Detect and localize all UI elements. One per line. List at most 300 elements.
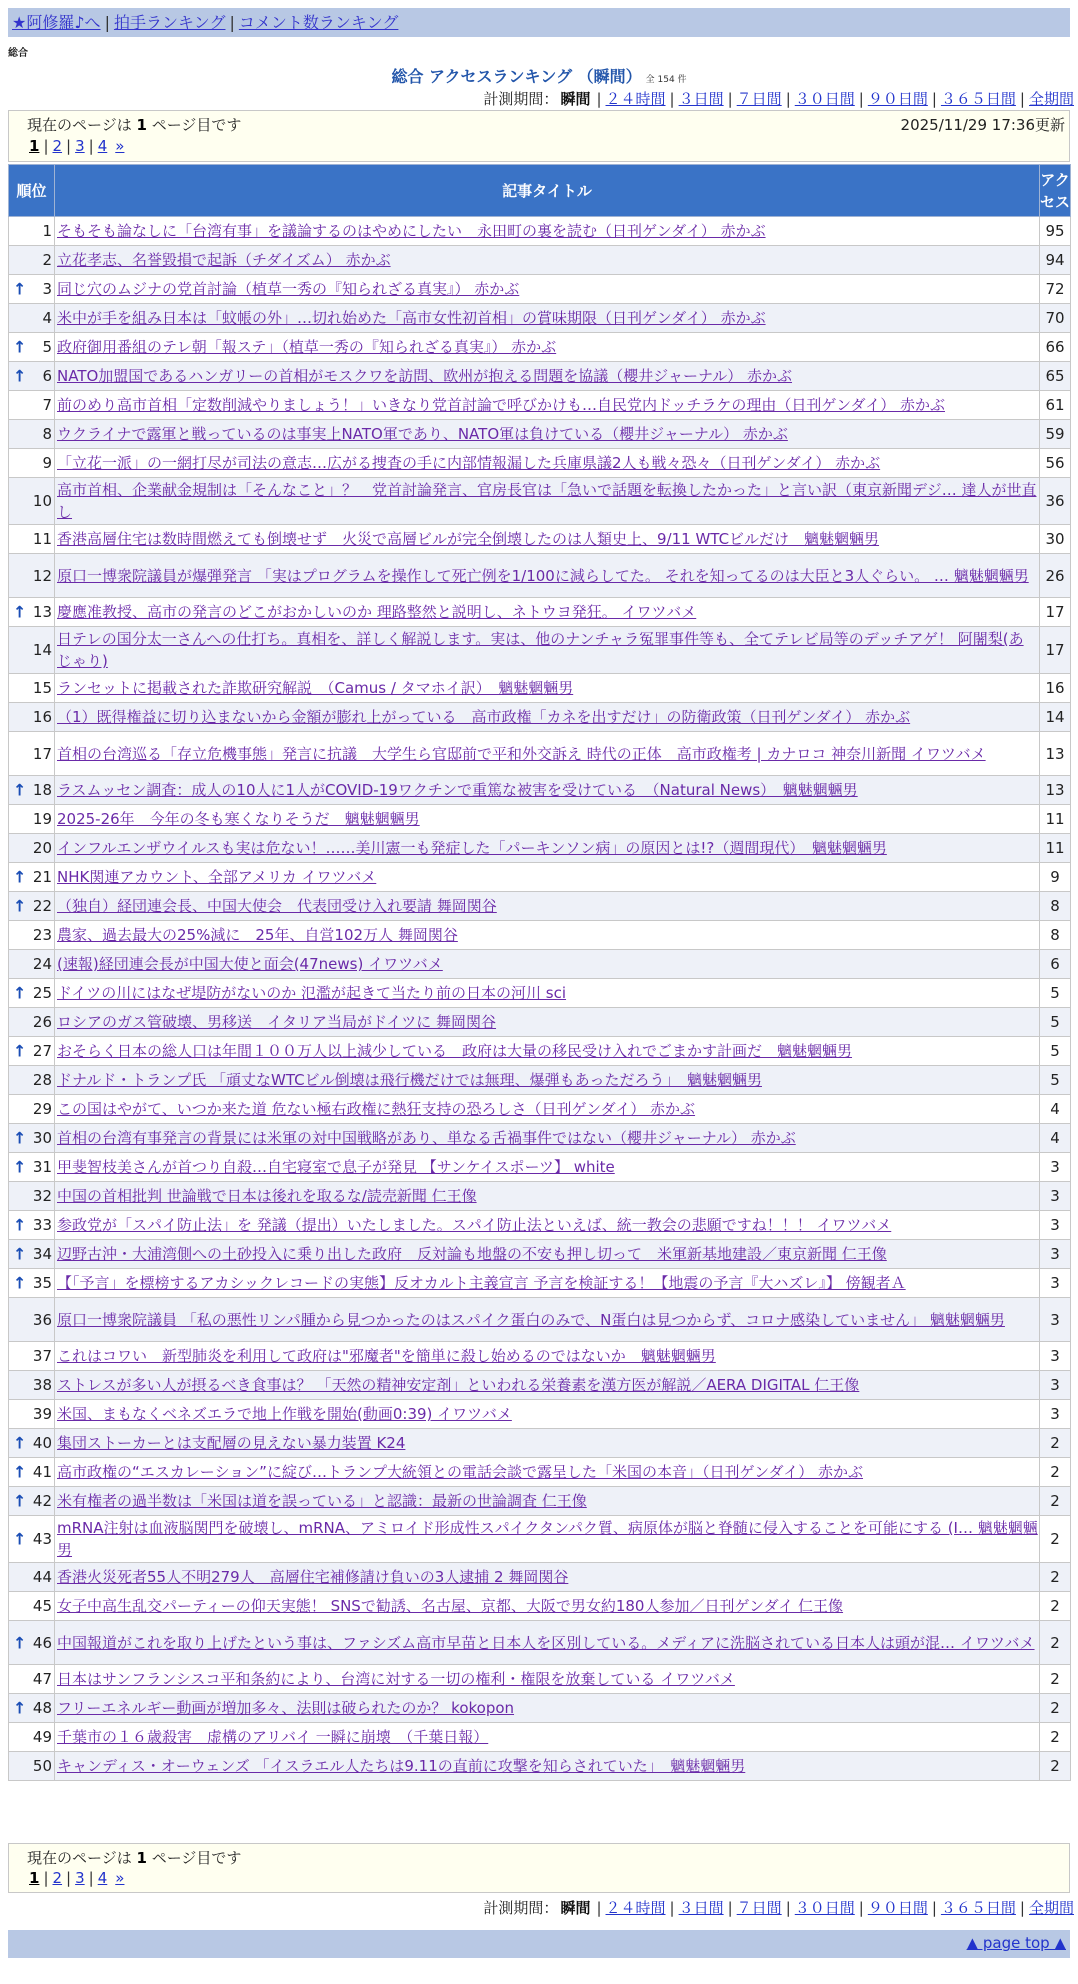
period-separator: |: [785, 90, 791, 108]
rank-number: 36: [32, 1310, 52, 1329]
rank-cell: [9, 1211, 55, 1240]
article-title-link[interactable]: 日テレの国分太一さんへの仕打ち。真相を、詳しく解説します。実は、他のナンチャラ冤罪事件等も、全てテレビ局等のデッチアゲ！ 阿闍梨(あじゃり): [57, 630, 1024, 670]
page-info-box-top: [8, 110, 1070, 162]
rank-cell: [9, 703, 55, 732]
article-title-link[interactable]: 慶應准教授、高市の発言のどこがおかしいのか 理路整然と説明し、ネトウヨ発狂。 イワツバメ: [57, 603, 697, 621]
pager-link-4[interactable]: 4: [97, 1869, 108, 1887]
article-title-link[interactable]: 農家、過去最大の25%減に 25年、自営102万人 舞岡関谷: [57, 926, 458, 944]
title-cell: [55, 950, 1040, 979]
article-title-link[interactable]: そもそも論なしに「台湾有事」を議論するのはやめにしたい 永田町の裏を読む（日刊ゲンダイ） 赤かぶ: [57, 222, 766, 240]
rank-cell: [9, 863, 55, 892]
article-title-link[interactable]: 原口一博衆院議員が爆弾発言 「実はプログラムを操作して死亡例を1/100に減らしてた。 それを知ってるのは大臣と3人ぐらい。 … 魑魅魍魎男: [57, 566, 1029, 585]
rank-number: 6: [42, 367, 52, 385]
article-title-link[interactable]: ドイツの川にはなぜ堤防がないのか 氾濫が起きて当たり前の日本の河川 sci: [57, 984, 567, 1002]
up-arrow-icon: ↑: [13, 1157, 27, 1177]
pager-link-2[interactable]: 2: [52, 1869, 63, 1887]
rank-number: 28: [32, 1071, 52, 1089]
pager-current: 1: [29, 1869, 40, 1887]
table-row: [9, 1008, 1071, 1037]
rank-cell: [9, 1621, 55, 1665]
article-title-link[interactable]: 同じ穴のムジナの党首討論（植草一秀の『知られざる真実』） 赤かぶ: [57, 280, 520, 298]
article-title-link[interactable]: 首相の台湾有事発言の背景には米軍の対中国戦略があり、単なる舌禍事件ではない（櫻井ジャーナル） 赤かぶ: [57, 1129, 796, 1147]
title-cell: [55, 217, 1040, 246]
article-title-link[interactable]: 集団ストーカーとは支配層の見えない暴力装置 K24: [57, 1434, 406, 1452]
rank-cell: [9, 1723, 55, 1752]
table-row: [9, 1516, 1071, 1563]
rank-number: 47: [32, 1670, 52, 1688]
access-count: 11: [1040, 834, 1071, 863]
top-nav-links: [8, 8, 1070, 37]
access-count: 2: [1040, 1563, 1071, 1592]
article-title-link[interactable]: 香港火災死者55人不明279人 高層住宅補修請け負いの3人逮捕 2 舞岡関谷: [57, 1568, 569, 1586]
table-row: [9, 1211, 1071, 1240]
rank-cell: [9, 525, 55, 554]
pager-bottom: [29, 1869, 124, 1887]
up-arrow-icon: ↑: [13, 279, 27, 299]
rank-number: 34: [32, 1245, 52, 1263]
pager-top: [29, 137, 124, 155]
pager-link-4[interactable]: 4: [97, 137, 108, 155]
access-count: 9: [1040, 863, 1071, 892]
title-cell: [55, 1371, 1040, 1400]
period-separator: |: [785, 1899, 791, 1917]
up-arrow-icon: ↑: [13, 1433, 27, 1453]
table-row: [9, 1342, 1071, 1371]
table-row: [9, 1694, 1071, 1723]
rank-number: 25: [32, 984, 52, 1002]
title-cell: [55, 1342, 1040, 1371]
article-title-link[interactable]: 米有権者の過半数は「米国は道を誤っている」と認識：最新の世論調査 仁王像: [57, 1492, 587, 1510]
rank-number: 15: [32, 679, 52, 697]
pager-link-2[interactable]: 2: [52, 137, 63, 155]
access-count: 2: [1040, 1592, 1071, 1621]
article-title-link[interactable]: キャンディス・オーウェンズ 「イスラエル人たちは9.11の直前に攻撃を知らされていた」 魑魅魍魎男: [57, 1757, 746, 1775]
access-count: 66: [1040, 333, 1071, 362]
article-title-link[interactable]: 政府御用番組のテレ朝「報ステ」（植草一秀の『知られざる真実』） 赤かぶ: [57, 338, 557, 356]
rank-number: 3: [42, 280, 52, 298]
access-count: 5: [1040, 1037, 1071, 1066]
title-cell: [55, 674, 1040, 703]
access-count: 26: [1040, 554, 1071, 598]
article-title-link[interactable]: フリーエネルギー動画が増加多々、法則は破られたのか？ kokopon: [57, 1699, 515, 1717]
table-row: [9, 449, 1071, 478]
access-count: 65: [1040, 362, 1071, 391]
article-title-link[interactable]: 【「予言」を標榜するアカシックレコードの実態】反オカルト主義宣言 予言を検証する！【地震の予言『大ハズレ』】 傍観者Ａ: [57, 1274, 906, 1292]
period-separator: |: [727, 1899, 733, 1917]
title-cell: [55, 246, 1040, 275]
table-row: [9, 478, 1071, 525]
rank-number: 27: [32, 1042, 52, 1060]
rank-cell: [9, 805, 55, 834]
title-cell: [55, 362, 1040, 391]
access-count: 2: [1040, 1516, 1071, 1563]
table-row: [9, 805, 1071, 834]
period-separator: |: [931, 90, 937, 108]
current-page-suffix: ページ目です: [151, 116, 242, 134]
table-row: [9, 246, 1071, 275]
period-link-3d[interactable]: ３日間: [678, 1899, 724, 1917]
up-arrow-icon: ↑: [13, 867, 27, 887]
title-cell: [55, 1665, 1040, 1694]
rank-number: 38: [32, 1376, 52, 1394]
rank-cell: [9, 1516, 55, 1563]
rank-number: 10: [32, 492, 52, 510]
access-count: 2: [1040, 1487, 1071, 1516]
access-count: 13: [1040, 776, 1071, 805]
rank-number: 13: [32, 603, 52, 621]
article-title-link[interactable]: 米国、まもなくベネズエラで地上作戦を開始(動画0:39) イワツバメ: [57, 1405, 512, 1423]
pager-separator: |: [43, 1869, 49, 1887]
title-cell: [55, 805, 1040, 834]
rank-cell: [9, 1665, 55, 1694]
period-link-all[interactable]: 全期間: [1028, 1899, 1074, 1917]
access-count: 17: [1040, 598, 1071, 627]
rank-number: 41: [32, 1463, 52, 1481]
article-title-link[interactable]: NHK関連アカウント、全部アメリカ イワツバメ: [57, 868, 377, 886]
title-cell: [55, 1621, 1040, 1665]
rank-cell: [9, 1182, 55, 1211]
table-row: [9, 1240, 1071, 1269]
up-arrow-icon: ↑: [13, 1633, 27, 1652]
article-title-link[interactable]: ドナルド・トランプ氏 「頑丈なWTCビル倒壊は飛行機だけでは無理、爆弾もあっただろう」 魑魅魍魎男: [57, 1071, 762, 1089]
nav-separator: |: [229, 13, 235, 32]
title-cell: [55, 1694, 1040, 1723]
period-link-3d[interactable]: ３日間: [678, 90, 724, 108]
period-label: 計測期間：: [483, 90, 559, 108]
page-top-link[interactable]: ▲ page top ▲: [966, 1934, 1066, 1952]
period-link-90d[interactable]: ９０日間: [867, 1899, 928, 1917]
table-row: [9, 1621, 1071, 1665]
up-arrow-icon: ↑: [13, 602, 27, 622]
rank-number: 9: [42, 454, 52, 472]
access-count: 3: [1040, 1153, 1071, 1182]
title-cell: [55, 1723, 1040, 1752]
up-arrow-icon: ↑: [13, 366, 27, 386]
rank-cell: [9, 275, 55, 304]
rank-number: 18: [32, 781, 52, 799]
up-arrow-icon: ↑: [13, 1529, 27, 1549]
top-nav-bar: [8, 8, 1070, 37]
access-count: 3: [1040, 1371, 1071, 1400]
table-row: [9, 420, 1071, 449]
up-arrow-icon: ↑: [13, 1041, 27, 1061]
rank-number: 20: [32, 839, 52, 857]
page-info-box-bottom: [8, 1843, 1070, 1893]
up-arrow-icon: ↑: [13, 1244, 27, 1264]
title-cell: [55, 703, 1040, 732]
article-title-link[interactable]: mRNA注射は血液脳関門を破壊し、mRNA、アミロイド形成性スパイクタンパク質、病原体が脳と脊髄に侵入することを可能にする (I… 魑魅魍魎男: [57, 1519, 1038, 1559]
rank-cell: [9, 1563, 55, 1592]
current-page-prefix: 現在のページは: [27, 116, 132, 134]
table-row: [9, 950, 1071, 979]
rank-cell: [9, 449, 55, 478]
table-row: [9, 1182, 1071, 1211]
access-count: 2: [1040, 1458, 1071, 1487]
title-cell: [55, 1516, 1040, 1563]
access-count: 3: [1040, 1298, 1071, 1342]
title-cell: [55, 921, 1040, 950]
rank-number: 23: [32, 926, 52, 944]
title-cell: [55, 1429, 1040, 1458]
access-count: 4: [1040, 1124, 1071, 1153]
access-count: 5: [1040, 1066, 1071, 1095]
period-link-7d[interactable]: ７日間: [736, 90, 782, 108]
title-cell: [55, 1095, 1040, 1124]
nav-link-asyura[interactable]: ★阿修羅♪へ: [12, 13, 101, 32]
title-cell: [55, 391, 1040, 420]
title-cell: [55, 420, 1040, 449]
page-title: 総合 アクセスランキング （瞬間）: [391, 67, 642, 86]
article-title-link[interactable]: 米中が手を組み日本は「蚊帳の外」…切れ始めた「高市女性初首相」の賞味期限（日刊ゲンダイ） 赤かぶ: [57, 309, 766, 327]
access-count: 2: [1040, 1429, 1071, 1458]
period-separator: |: [858, 1899, 864, 1917]
article-title-link[interactable]: (速報)経団連会長が中国大使と面会(47news) イワツバメ: [57, 955, 443, 973]
access-count: 17: [1040, 627, 1071, 674]
rank-number: 17: [32, 744, 52, 763]
table-row: [9, 1665, 1071, 1694]
table-row: [9, 1723, 1071, 1752]
rank-cell: [9, 333, 55, 362]
period-link-all[interactable]: 全期間: [1028, 90, 1074, 108]
rank-number: 26: [32, 1013, 52, 1031]
title-cell: [55, 1153, 1040, 1182]
period-separator: |: [669, 1899, 675, 1917]
article-title-link[interactable]: 千葉市の１６歳殺害 虚構のアリバイ 一瞬に崩壊 （千葉日報）: [57, 1728, 489, 1746]
rank-number: 32: [32, 1187, 52, 1205]
rank-cell: [9, 554, 55, 598]
access-count: 2: [1040, 1752, 1071, 1781]
article-title-link[interactable]: 「立花一派」の一網打尽が司法の意志…広がる捜査の手に内部情報漏した兵庫県議2人も戦々恐々（日刊ゲンダイ） 赤かぶ: [57, 454, 881, 472]
article-title-link[interactable]: ランセットに掲載された詐欺研究解説 （Camus / タマホイ訳） 魑魅魍魎男: [57, 679, 574, 697]
access-count: 70: [1040, 304, 1071, 333]
period-label: 計測期間：: [483, 1899, 559, 1917]
period-link-7d[interactable]: ７日間: [736, 1899, 782, 1917]
rank-cell: [9, 478, 55, 525]
access-count: 8: [1040, 892, 1071, 921]
article-title-link[interactable]: 香港高層住宅は数時間燃えても倒壊せず 火災で高層ビルが完全倒壊したのは人類史上、9/11 WTCビルだけ 魑魅魍魎男: [57, 530, 880, 548]
title-cell: [55, 1211, 1040, 1240]
rank-number: 33: [32, 1216, 52, 1234]
title-cell: [55, 732, 1040, 776]
pager-separator: |: [66, 1869, 72, 1887]
rank-number: 46: [32, 1633, 52, 1652]
rank-number: 43: [32, 1530, 52, 1548]
title-cell: [55, 627, 1040, 674]
table-row: [9, 703, 1071, 732]
article-title-link[interactable]: 立花孝志、名誉毀損で起訴（チダイズム） 赤かぶ: [57, 251, 391, 269]
article-title-link[interactable]: これはコワい 新型肺炎を利用して政府は"邪魔者"を簡単に殺し始めるのではないか 魑魅魍魎男: [57, 1347, 716, 1365]
article-title-link[interactable]: 甲斐智枝美さんが首つり自殺…自宅寝室で息子が発見 【サンケイスポーツ】 white: [57, 1158, 615, 1176]
rank-number: 2: [42, 251, 52, 269]
header-access: アクセス: [1040, 165, 1071, 217]
title-cell: [55, 834, 1040, 863]
article-title-link[interactable]: （独自）経団連会長、中国大使会 代表団受け入れ要請 舞岡関谷: [57, 897, 497, 915]
article-title-link[interactable]: 高市政権の“エスカレーション”に綻び…トランプ大統領との電話会談で露呈した「米国の本音」（日刊ゲンダイ） 赤かぶ: [57, 1463, 864, 1481]
rank-number: 35: [32, 1274, 52, 1292]
title-cell: [55, 1269, 1040, 1298]
up-arrow-icon: ↑: [13, 1273, 27, 1293]
table-row: [9, 732, 1071, 776]
pager-link-3[interactable]: 3: [75, 137, 85, 155]
access-count: 14: [1040, 703, 1071, 732]
article-title-link[interactable]: 前のめり高市首相「定数削減やりましょう！」いきなり党首討論で呼びかけも…自民党内ドッチラケの理由（日刊ゲンダイ） 赤かぶ: [57, 396, 945, 414]
rank-cell: [9, 391, 55, 420]
article-title-link[interactable]: ラスムッセン調査：成人の10人に1人がCOVID-19ワクチンで重篤な被害を受けている （Natural News） 魑魅魍魎男: [57, 781, 858, 799]
pager-current: 1: [29, 137, 40, 155]
rank-number: 21: [32, 868, 52, 886]
rank-cell: [9, 1592, 55, 1621]
rank-cell: [9, 362, 55, 391]
table-row: [9, 391, 1071, 420]
rank-cell: [9, 1429, 55, 1458]
access-count: 61: [1040, 391, 1071, 420]
article-title-link[interactable]: NATO加盟国であるハンガリーの首相がモスクワを訪問、欧州が抱える問題を協議（櫻井ジャーナル） 赤かぶ: [57, 367, 793, 385]
title-cell: [55, 304, 1040, 333]
article-title-link[interactable]: （1）既得権益に切り込まないから金額が膨れ上がっている 高市政権「カネを出すだけ」の防衛政策（日刊ゲンダイ） 赤かぶ: [57, 708, 911, 726]
current-page-prefix: 現在のページは: [27, 1849, 132, 1867]
rank-number: 50: [32, 1757, 52, 1775]
rank-cell: [9, 1153, 55, 1182]
period-link-365d[interactable]: ３６５日間: [940, 1899, 1016, 1917]
title-cell: [55, 1037, 1040, 1066]
rank-cell: [9, 1008, 55, 1037]
rank-number: 11: [32, 530, 52, 548]
rank-number: 44: [32, 1568, 52, 1586]
title-cell: [55, 1487, 1040, 1516]
rank-number: 16: [32, 708, 52, 726]
title-cell: [55, 1298, 1040, 1342]
page-title-line: [0, 64, 1078, 87]
table-row: [9, 892, 1071, 921]
rank-cell: [9, 834, 55, 863]
article-title-link[interactable]: 辺野古沖・大浦湾側への土砂投入に乗り出した政府 反対論も地盤の不安も押し切って 米軍新基地建設／東京新聞 仁王像: [57, 1245, 887, 1263]
pager-next[interactable]: »: [115, 1869, 125, 1887]
up-arrow-icon: ↑: [13, 1215, 27, 1235]
title-cell: [55, 776, 1040, 805]
period-link-90d[interactable]: ９０日間: [867, 90, 928, 108]
title-cell: [55, 554, 1040, 598]
rank-number: 22: [32, 897, 52, 915]
access-count: 4: [1040, 1095, 1071, 1124]
table-row: [9, 1458, 1071, 1487]
updated-timestamp: 2025/11/29 17:36更新: [900, 116, 1065, 134]
period-separator: |: [1019, 1899, 1025, 1917]
article-title-link[interactable]: 首相の台湾巡る「存立危機事態」発言に抗議 大学生ら官邸前で平和外交訴え 時代の正体 高市政権考 | カナロコ 神奈川新聞 イワツバメ: [57, 744, 986, 763]
table-row: [9, 1592, 1071, 1621]
rank-cell: [9, 892, 55, 921]
table-row: [9, 1037, 1071, 1066]
title-cell: [55, 1240, 1040, 1269]
rank-cell: [9, 1037, 55, 1066]
rank-cell: [9, 732, 55, 776]
article-title-link[interactable]: ウクライナで露軍と戦っているのは事実上NATO軍であり、NATO軍は負けている（櫻井ジャーナル） 赤かぶ: [57, 425, 788, 443]
rank-number: 42: [32, 1492, 52, 1510]
article-title-link[interactable]: 2025-26年 今年の冬も寒くなりそうだ 魑魅魍魎男: [57, 810, 420, 828]
access-count: 5: [1040, 979, 1071, 1008]
rank-cell: [9, 776, 55, 805]
item-count: 全 154 件: [645, 75, 687, 85]
access-count: 3: [1040, 1342, 1071, 1371]
header-rank: 順位: [9, 165, 55, 217]
table-row: [9, 1400, 1071, 1429]
rank-number: 4: [42, 309, 52, 327]
access-count: 2: [1040, 1621, 1071, 1665]
pager-next[interactable]: »: [115, 137, 125, 155]
pager-link-3[interactable]: 3: [75, 1869, 85, 1887]
table-row: [9, 979, 1071, 1008]
rank-cell: [9, 1694, 55, 1723]
rank-number: 12: [32, 566, 52, 585]
current-page-suffix: ページ目です: [151, 1849, 242, 1867]
period-link-24h[interactable]: ２４時間: [605, 1899, 666, 1917]
article-title-link[interactable]: インフルエンザウイルスも実は危ない！……美川憲一も発症した「パーキンソン病」の原因とは!?（週間現代） 魑魅魍魎男: [57, 839, 887, 857]
access-count: 13: [1040, 732, 1071, 776]
title-cell: [55, 525, 1040, 554]
article-title-link[interactable]: 中国の首相批判 世論戦で日本は後れを取るな/読売新聞 仁王像: [57, 1187, 477, 1205]
up-arrow-icon: ↑: [13, 1698, 27, 1718]
table-row: [9, 1487, 1071, 1516]
period-link-24h[interactable]: ２４時間: [605, 90, 666, 108]
access-count: 16: [1040, 674, 1071, 703]
period-link-365d[interactable]: ３６５日間: [940, 90, 1016, 108]
article-title-link[interactable]: ストレスが多い人が摂るべき食事は？ 「天然の精神安定剤」といわれる栄養素を漢方医が解説／AERA DIGITAL 仁王像: [57, 1376, 860, 1394]
table-row: [9, 275, 1071, 304]
rank-cell: [9, 1269, 55, 1298]
access-count: 36: [1040, 478, 1071, 525]
title-cell: [55, 1752, 1040, 1781]
rank-cell: [9, 1066, 55, 1095]
table-row: [9, 1298, 1071, 1342]
article-title-link[interactable]: 女子中高生乱交パーティーの仰天実態！ SNSで勧誘、名古屋、京都、大阪で男女約180人参加／日刊ゲンダイ 仁王像: [57, 1597, 844, 1615]
pager-separator: |: [66, 137, 72, 155]
access-count: 3: [1040, 1182, 1071, 1211]
up-arrow-icon: ↑: [13, 1462, 27, 1482]
table-row: [9, 217, 1071, 246]
article-title-link[interactable]: 高市首相、企業献金規制は「そんなこと」？ 党首討論発言、官房長官は「急いで話題を転換したかった」と言い訳（東京新聞デジ… 達人が世直し: [57, 481, 1037, 521]
rank-cell: [9, 1342, 55, 1371]
article-title-link[interactable]: 中国報道がこれを取り上げたという事は、ファシズム高市早苗と日本人を区別している。メディアに洗脳されている日本人は頭が混… イワツバメ: [57, 1633, 1035, 1652]
up-arrow-icon: ↑: [13, 337, 27, 357]
rank-cell: [9, 217, 55, 246]
rank-number: 39: [32, 1405, 52, 1423]
rank-number: 48: [32, 1699, 52, 1717]
access-count: 11: [1040, 805, 1071, 834]
article-title-link[interactable]: 参政党が「スパイ防止法」を 発議（提出）いたしました。スパイ防止法といえば、統一教会の悲願ですね！！！ イワツバメ: [57, 1216, 892, 1234]
access-count: 3: [1040, 1211, 1071, 1240]
table-row: [9, 525, 1071, 554]
article-title-link[interactable]: 原口一博衆院議員 「私の悪性リンパ腫から見つかったのはスパイク蛋白のみで、N蛋白は見つからず、コロナ感染していません」 魑魅魍魎男: [57, 1310, 1005, 1329]
table-row: [9, 627, 1071, 674]
nav-link-comment-ranking[interactable]: コメント数ランキング: [238, 13, 399, 32]
nav-link-applause-ranking[interactable]: 拍手ランキング: [113, 13, 226, 32]
title-cell: [55, 1592, 1040, 1621]
rank-number: 49: [32, 1728, 52, 1746]
access-count: 8: [1040, 921, 1071, 950]
article-title-link[interactable]: おそらく日本の総人口は年間１００万人以上減少している 政府は大量の移民受け入れでごまかす計画だ 魑魅魍魎男: [57, 1042, 853, 1060]
title-cell: [55, 1458, 1040, 1487]
article-title-link[interactable]: 日本はサンフランシスコ平和条約により、台湾に対する一切の権利・権限を放棄している イワツバメ: [57, 1670, 735, 1688]
rank-cell: [9, 1095, 55, 1124]
rank-cell: [9, 1487, 55, 1516]
rank-cell: [9, 1400, 55, 1429]
table-row: [9, 834, 1071, 863]
period-link-30d[interactable]: ３０日間: [794, 1899, 855, 1917]
article-title-link[interactable]: この国はやがて、いつか来た道 危ない極右政権に熱狂支持の恐ろしさ（日刊ゲンダイ） 赤かぶ: [57, 1100, 696, 1118]
period-link-30d[interactable]: ３０日間: [794, 90, 855, 108]
period-selector-top: [483, 88, 1074, 109]
article-title-link[interactable]: ロシアのガス管破壊、男移送 イタリア当局がドイツに 舞岡関谷: [57, 1013, 497, 1031]
access-count: 3: [1040, 1269, 1071, 1298]
